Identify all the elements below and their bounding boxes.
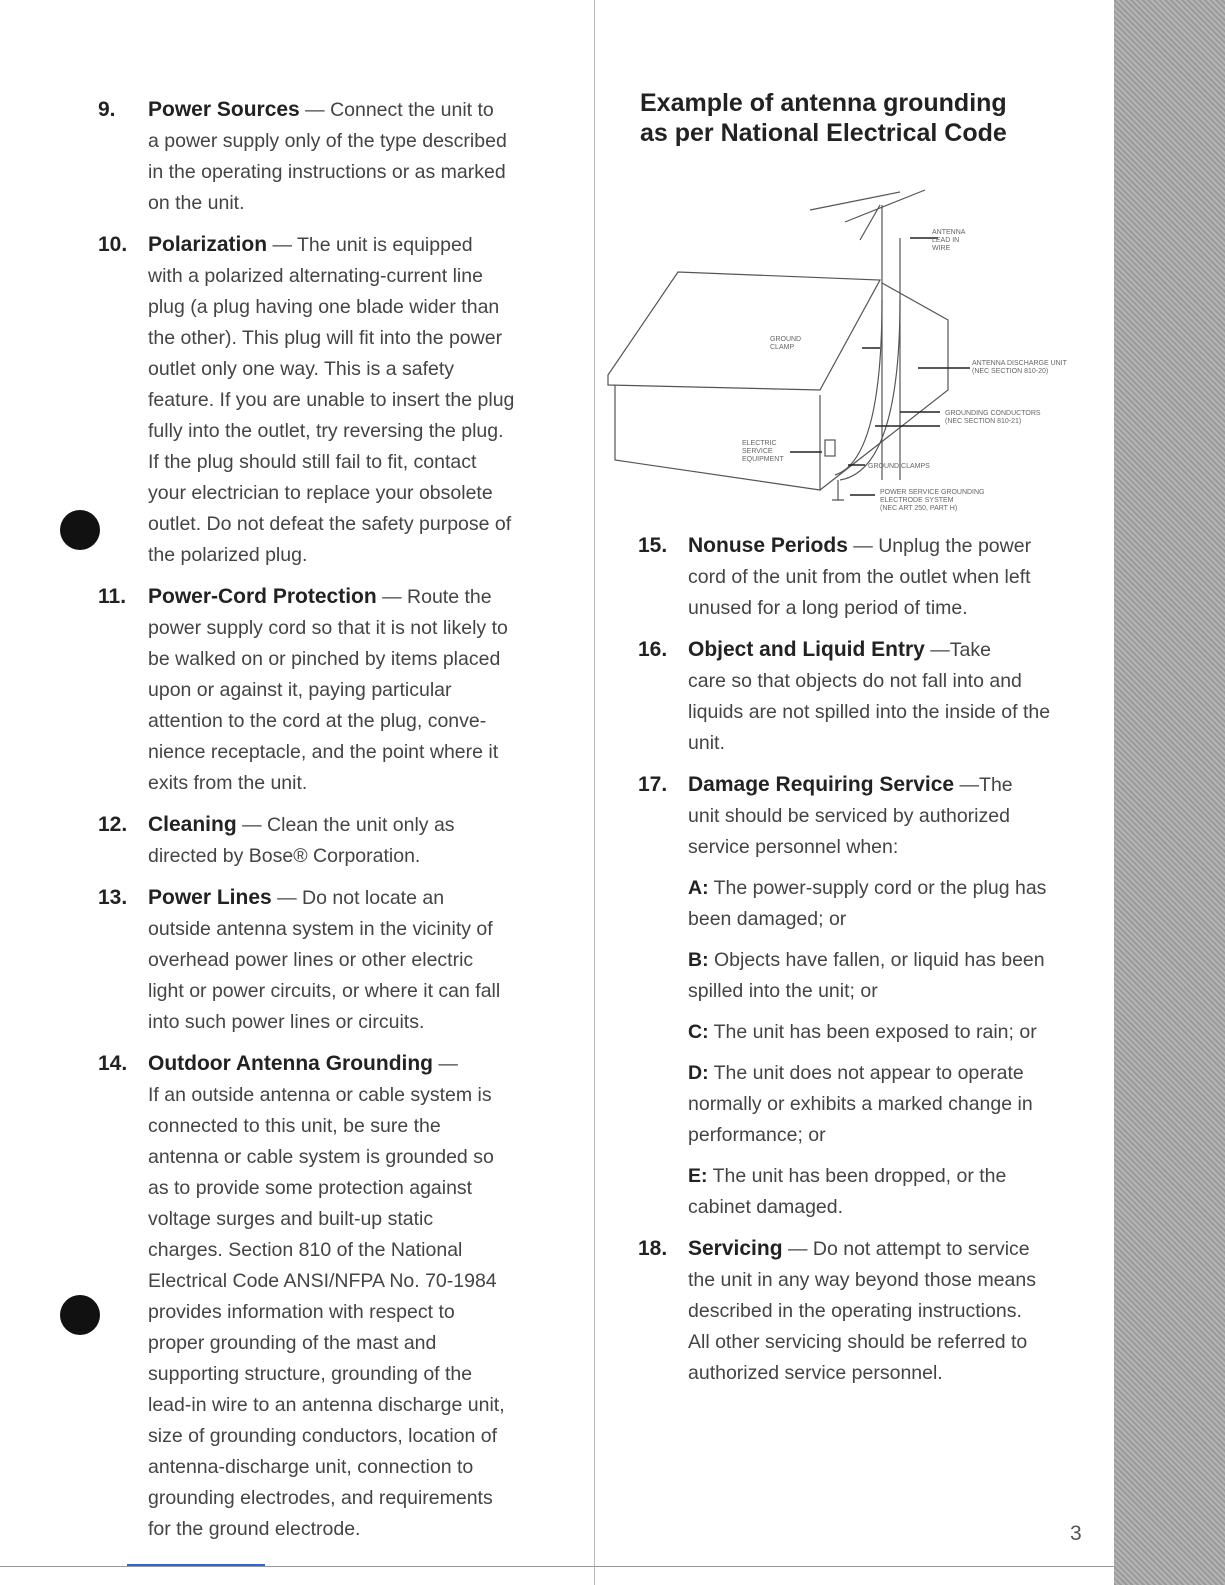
item-title: Servicing [688, 1237, 783, 1260]
sub-item [688, 1058, 1098, 1151]
title-line: as per National Electrical Code [640, 119, 1007, 147]
title-line: Example of antenna grounding [640, 89, 1007, 117]
line-text: the other). This plug will fit into the power [148, 327, 503, 349]
text-line [688, 562, 1098, 593]
line-text: outlet only one way. This is a safety [148, 358, 455, 380]
item-title: Object and Liquid Entry [688, 638, 925, 661]
line-text: — The unit is equipped [267, 234, 473, 256]
line-text: —Take [924, 639, 991, 661]
line-text: — Do not locate an [271, 887, 445, 909]
line-text: the polarized plug. [148, 544, 308, 566]
line-text: in the operating instructions or as marked [148, 161, 506, 183]
text-line [148, 1173, 568, 1204]
text-line [688, 1327, 1098, 1358]
text-line [688, 1358, 1098, 1389]
text-line [148, 1452, 568, 1483]
text-line [148, 945, 568, 976]
binder-hole [60, 1295, 100, 1335]
text-line [148, 323, 568, 354]
line-text: outside antenna system in the vicinity of [148, 918, 493, 940]
text-line [148, 509, 568, 540]
line-text: cord of the unit from the outlet when left [688, 566, 1031, 588]
item-title: Polarization [148, 233, 268, 256]
label-clamp: CLAMP [770, 344, 795, 351]
line-text: unit. [688, 732, 725, 754]
text-line [688, 769, 1098, 801]
line-text: for the ground electrode. [148, 1518, 361, 1540]
bottom-rule [0, 1566, 1114, 1567]
text-line [688, 1089, 1098, 1120]
list-item [98, 581, 568, 799]
text-line [148, 581, 568, 613]
text-line [688, 873, 1098, 904]
text-line [148, 157, 568, 188]
list-item [98, 1048, 568, 1545]
text-line [148, 914, 568, 945]
text-line [688, 945, 1098, 976]
item-number: 14. [98, 1052, 128, 1075]
text-line [688, 801, 1098, 832]
line-text: be walked on or pinched by items placed [148, 648, 501, 670]
line-text: grounding electrodes, and requirements [148, 1487, 493, 1509]
line-text: upon or against it, paying particular [148, 679, 452, 701]
text-line [148, 94, 568, 126]
line-text: plug (a plug having one blade wider than [148, 296, 500, 318]
text-line [688, 1265, 1098, 1296]
text-line [688, 1120, 1098, 1151]
item-number: 12. [98, 813, 128, 836]
text-line [688, 593, 1098, 624]
text-line [688, 1296, 1098, 1327]
line-text: If an outside antenna or cable system is [148, 1084, 492, 1106]
item-number: 10. [98, 233, 128, 256]
page-number: 3 [1070, 1522, 1082, 1545]
line-text: — Connect the unit to [299, 99, 494, 121]
text-line [148, 613, 568, 644]
line-text: The unit does not appear to operate [708, 1062, 1024, 1084]
text-line [148, 261, 568, 292]
line-text: with a polarized alternating-current line [148, 265, 483, 287]
sub-item [688, 1161, 1098, 1223]
text-line [148, 882, 568, 914]
line-text: as to provide some protection against [148, 1177, 473, 1199]
line-text: Objects have fallen, or liquid has been [708, 949, 1045, 971]
line-text: liquids are not spilled into the inside of the [688, 701, 1051, 723]
scan-edge-strip [1114, 0, 1225, 1585]
text-line [148, 1297, 568, 1328]
line-text: nience receptacle, and the point where it [148, 741, 499, 763]
text-line [148, 126, 568, 157]
text-line [148, 1007, 568, 1038]
item-number: 18. [638, 1237, 668, 1260]
left-column [98, 94, 568, 1555]
item-title: Outdoor Antenna Grounding [148, 1052, 434, 1075]
text-line [148, 416, 568, 447]
text-line [148, 1235, 568, 1266]
line-text: performance; or [688, 1124, 826, 1146]
right-column [638, 530, 1098, 1399]
line-text: power supply cord so that it is not likely to [148, 617, 508, 639]
list-item [638, 530, 1098, 624]
list-item [98, 809, 568, 872]
line-text: lead-in wire to an antenna discharge unit, [148, 1394, 505, 1416]
label-wire: WIRE [932, 245, 951, 252]
line-text: exits from the unit. [148, 772, 308, 794]
sub-item-label: D: [688, 1062, 709, 1084]
list-item [638, 769, 1098, 1223]
text-line [148, 841, 568, 872]
line-text: a power supply only of the type described [148, 130, 507, 152]
text-line [688, 1058, 1098, 1089]
text-line [148, 1204, 568, 1235]
sub-item-label: E: [688, 1165, 708, 1187]
antenna-grounding-diagram [600, 180, 1100, 520]
line-text: into such power lines or circuits. [148, 1011, 425, 1033]
line-text: been damaged; or [688, 908, 847, 930]
text-line [148, 447, 568, 478]
line-text: directed by Bose® Corporation. [148, 845, 421, 867]
label-conductors: GROUNDING CONDUCTORS [945, 410, 1041, 417]
text-line [148, 1514, 568, 1545]
line-text: — Do not attempt to service [782, 1238, 1030, 1260]
text-line [148, 478, 568, 509]
line-text: your electrician to replace your obsolete [148, 482, 493, 504]
line-text: described in the operating instructions. [688, 1300, 1022, 1322]
list-item [638, 634, 1098, 759]
text-line [688, 634, 1098, 666]
list-item [98, 229, 568, 571]
item-number: 13. [98, 886, 128, 909]
line-text: The unit has been dropped, or the [707, 1165, 1007, 1187]
line-text: light or power circuits, or where it can fall [148, 980, 501, 1002]
line-text: attention to the cord at the plug, conve- [148, 710, 487, 732]
sub-item-label: C: [688, 1021, 709, 1043]
line-text: outlet. Do not defeat the safety purpose of [148, 513, 512, 535]
sub-item [688, 873, 1098, 935]
text-line [148, 1483, 568, 1514]
line-text: unused for a long period of time. [688, 597, 968, 619]
text-line [688, 728, 1098, 759]
label-discharge-nec: (NEC SECTION 810-20) [972, 368, 1049, 375]
label-equipment: EQUIPMENT [742, 456, 784, 463]
text-line [148, 675, 568, 706]
item-title: Power-Cord Protection [148, 585, 377, 608]
label-power-service: POWER SERVICE GROUNDING [880, 489, 985, 496]
text-line [148, 737, 568, 768]
text-line [148, 292, 568, 323]
text-line [148, 706, 568, 737]
line-text: proper grounding of the mast and [148, 1332, 437, 1354]
label-conductors-nec: (NEC SECTION 810-21) [945, 418, 1022, 425]
line-text: normally or exhibits a marked change in [688, 1093, 1033, 1115]
text-line [148, 229, 568, 261]
text-line [148, 540, 568, 571]
sub-item [688, 1017, 1098, 1048]
text-line [688, 530, 1098, 562]
line-text: —The [954, 774, 1013, 796]
line-text: voltage surges and built-up static [148, 1208, 434, 1230]
line-text: the unit in any way beyond those means [688, 1269, 1036, 1291]
text-line [688, 904, 1098, 935]
text-line [148, 809, 568, 841]
label-ground: GROUND [770, 336, 802, 343]
text-line [688, 666, 1098, 697]
line-text: service personnel when: [688, 836, 899, 858]
item-number: 9. [98, 98, 116, 121]
list-item [638, 1233, 1098, 1389]
item-title: Cleaning [148, 813, 237, 836]
column-divider [594, 0, 595, 1585]
label-electric: ELECTRIC [742, 440, 777, 447]
line-text: — Unplug the power [847, 535, 1032, 557]
text-line [688, 1233, 1098, 1265]
text-line [688, 697, 1098, 728]
sub-item-label: B: [688, 949, 709, 971]
line-text: charges. Section 810 of the National [148, 1239, 463, 1261]
label-ground-clamps: GROUND CLAMPS [868, 463, 930, 470]
line-text: — [433, 1053, 458, 1075]
text-line [688, 832, 1098, 863]
line-text: fully into the outlet, try reversing the plug. [148, 420, 504, 442]
item-number: 17. [638, 773, 668, 796]
sub-item [688, 945, 1098, 1007]
item-number: 11. [98, 585, 127, 608]
line-text: supporting structure, grounding of the [148, 1363, 473, 1385]
label-electrode: ELECTRODE SYSTEM [880, 497, 954, 504]
text-line [688, 1017, 1098, 1048]
text-line [148, 1048, 568, 1080]
diagram-title [640, 88, 1007, 148]
line-text: — Route the [376, 586, 492, 608]
line-text: spilled into the unit; or [688, 980, 878, 1002]
text-line [688, 1192, 1098, 1223]
line-text: on the unit. [148, 192, 245, 214]
list-item [98, 94, 568, 219]
text-line [148, 1421, 568, 1452]
line-text: Electrical Code ANSI/NFPA No. 70-1984 [148, 1270, 497, 1292]
text-line [148, 1111, 568, 1142]
line-text: overhead power lines or other electric [148, 949, 474, 971]
item-number: 15. [638, 534, 668, 557]
label-electrode-nec: (NEC ART 250, PART H) [880, 505, 958, 512]
scan-mark [127, 1564, 265, 1566]
item-title: Nonuse Periods [688, 534, 848, 557]
line-text: unit should be serviced by authorized [688, 805, 1010, 827]
binder-hole [60, 510, 100, 550]
line-text: — Clean the unit only as [236, 814, 455, 836]
line-text: authorized service personnel. [688, 1362, 943, 1384]
line-text: All other servicing should be referred to [688, 1331, 1028, 1353]
item-number: 16. [638, 638, 668, 661]
text-line [148, 1080, 568, 1111]
label-lead-in: LEAD IN [932, 237, 960, 244]
sub-item-label: A: [688, 877, 709, 899]
line-text: size of grounding conductors, location of [148, 1425, 498, 1447]
text-line [148, 385, 568, 416]
text-line [148, 188, 568, 219]
line-text: The unit has been exposed to rain; or [708, 1021, 1037, 1043]
text-line [148, 1359, 568, 1390]
text-line [148, 1390, 568, 1421]
text-line [148, 1266, 568, 1297]
text-line [148, 644, 568, 675]
line-text: The power-supply cord or the plug has [708, 877, 1047, 899]
label-discharge-unit: ANTENNA DISCHARGE UNIT [972, 360, 1067, 367]
text-line [148, 354, 568, 385]
line-text: If the plug should still fail to fit, contact [148, 451, 477, 473]
text-line [148, 1142, 568, 1173]
list-item [98, 882, 568, 1038]
item-title: Power Lines [148, 886, 272, 909]
label-antenna: ANTENNA [932, 229, 966, 236]
item-title: Damage Requiring Service [688, 773, 955, 796]
line-text: antenna or cable system is grounded so [148, 1146, 494, 1168]
line-text: cabinet damaged. [688, 1196, 844, 1218]
line-text: connected to this unit, be sure the [148, 1115, 441, 1137]
label-service: SERVICE [742, 448, 773, 455]
line-text: provides information with respect to [148, 1301, 455, 1323]
text-line [148, 1328, 568, 1359]
line-text: feature. If you are unable to insert the plug [148, 389, 515, 411]
line-text: care so that objects do not fall into and [688, 670, 1022, 692]
text-line [688, 1161, 1098, 1192]
item-title: Power Sources [148, 98, 300, 121]
text-line [148, 976, 568, 1007]
line-text: antenna-discharge unit, connection to [148, 1456, 474, 1478]
text-line [688, 976, 1098, 1007]
text-line [148, 768, 568, 799]
